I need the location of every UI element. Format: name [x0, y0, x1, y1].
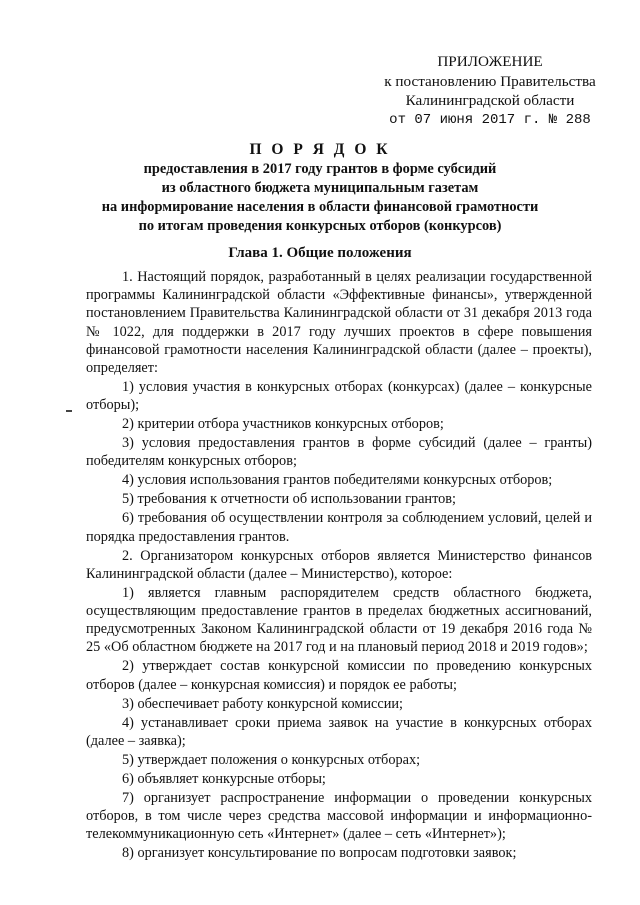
document-title-block — [60, 140, 580, 236]
margin-mark — [66, 410, 72, 412]
paragraph: 8) организует консультирование по вопросам подготовки заявок; — [122, 845, 517, 862]
paragraph: 1) является главным распорядителем средств областного бюджета, осуществляющим предоставление грантов в пределах бюджетных ассигнований, предусмотренных Законом Калининградской области от 19 декабря 2016 года № 25 «Об областном бюджете на 2017 год и на плановый период 2018 и 2019 годов»; — [86, 584, 592, 656]
appendix-title: ПРИЛОЖЕНИЕ — [437, 53, 543, 70]
paragraph: 1) условия участия в конкурсных отборах (конкурсах) (далее – конкурсные отборы); — [86, 379, 592, 414]
document-subtitle-line: по итогам проведения конкурсных отборов (конкурсов) — [138, 218, 502, 234]
paragraph: 7) организует распространение информации о проведении конкурсных отборов, в том числе через средства массовой информации и информационно-телекоммуникационную сеть «Интернет» (далее – сеть «Интернет»); — [86, 789, 592, 843]
appendix-date-line: от 07 июня 2017 г. № 288 — [389, 111, 591, 128]
paragraph: 2) критерии отбора участников конкурсных отборов; — [122, 416, 444, 433]
document-subtitle-line: предоставления в 2017 году грантов в форме субсидий — [143, 161, 497, 177]
appendix-block — [360, 52, 620, 130]
paragraph: 1. Настоящий порядок, разработанный в целях реализации государственной программы Калининградской области «Эффективные финансы», утвержденной постановлением Правительства Калининградской области от 31 декабря 2013 года № 1022, для поддержки в 2017 году лучших проектов в сфере повышения финансовой грамотности населения Калининградской области (далее – проекты), определяет: — [86, 269, 592, 377]
document-body — [86, 268, 592, 863]
paragraph: 3) условия предоставления грантов в форме субсидий (далее – гранты) победителям конкурсных отборов; — [86, 435, 592, 470]
paragraph: 6) требования об осуществлении контроля за соблюдением условий, целей и порядка предоставления грантов. — [86, 510, 592, 545]
chapter-title: Глава 1. Общие положения — [228, 245, 412, 261]
document-subtitle-line: на информирование населения в области финансовой грамотности — [101, 199, 539, 215]
document-heading: П О Р Я Д О К — [249, 141, 391, 158]
appendix-line-1: к постановлению Правительства — [384, 72, 596, 90]
paragraph: 2. Организатором конкурсных отборов является Министерство финансов Калининградской области (далее – Министерство), которое: — [86, 547, 592, 582]
paragraph: 5) требования к отчетности об использовании грантов; — [122, 491, 457, 508]
paragraph: 6) объявляет конкурсные отборы; — [122, 770, 326, 787]
document-subtitle-line: из областного бюджета муниципальным газетам — [161, 180, 479, 196]
paragraph: 4) устанавливает сроки приема заявок на участие в конкурсных отборах (далее – заявка); — [86, 714, 592, 749]
appendix-line-2: Калининградской области — [405, 92, 575, 109]
paragraph: 2) утверждает состав конкурсной комиссии по проведению конкурсных отборов (далее – конкурсная комиссия) и порядок ее работы; — [86, 658, 592, 693]
paragraph: 4) условия использования грантов победителями конкурсных отборов; — [122, 472, 553, 489]
paragraph: 5) утверждает положения о конкурсных отборах; — [122, 751, 421, 768]
paragraph: 3) обеспечивает работу конкурсной комиссии; — [122, 695, 404, 712]
